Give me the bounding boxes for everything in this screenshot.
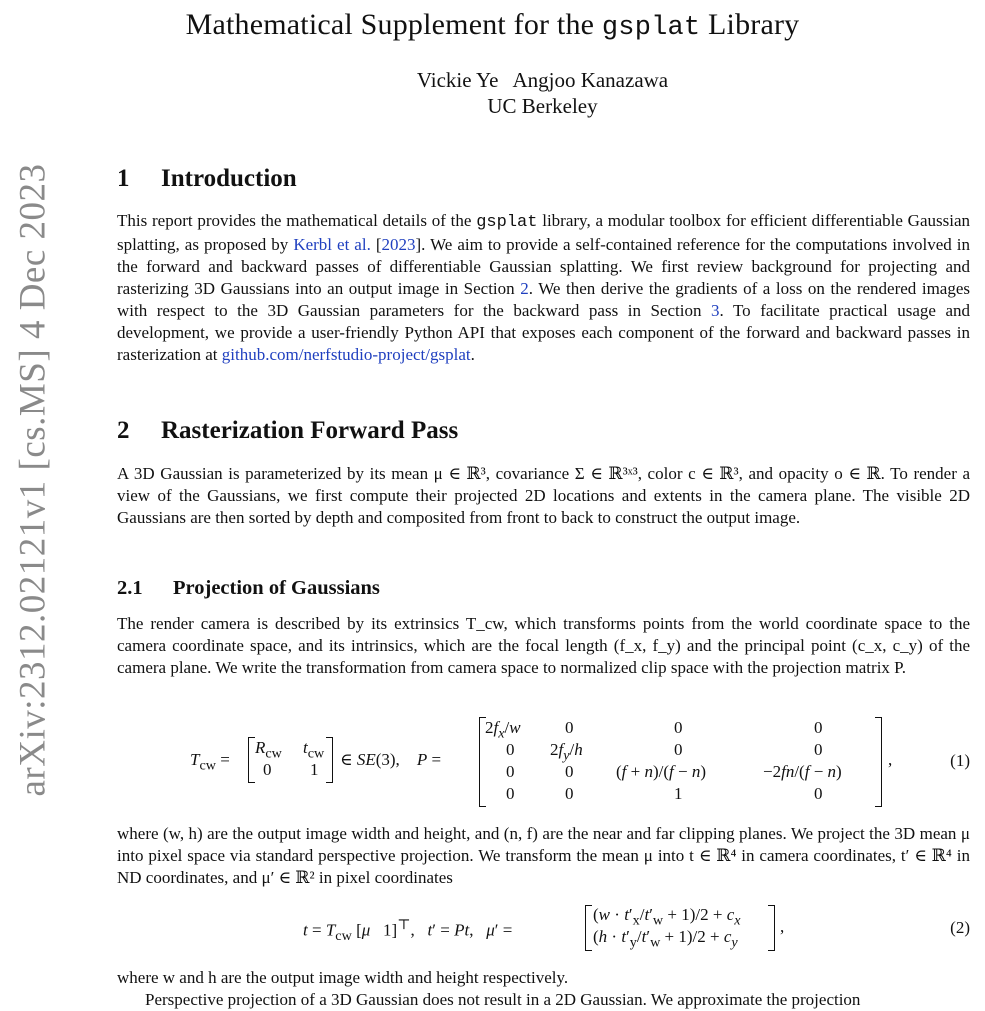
matrix-cell: −2fn/(f − n) bbox=[763, 762, 842, 781]
matrix-cell: (f + n)/(f − n) bbox=[616, 762, 707, 781]
eq2-lhs: $t = T_{cw}$ [μ 1]⊤, t′ = Pt, μ′ = bbox=[303, 917, 513, 945]
projection-paragraph-1: The render camera is described by its extrinsics T_cw, which transforms points from the world coordinate space to the camera coordinate space, and its intrinsics, which are the focal length (f_x, f_y) and the principal point (c_x, c_y) of the camera plane. We write the transformation from camera space to normalized clip space with the projection matrix P. bbox=[117, 614, 970, 677]
section-ref-link[interactable]: 3 bbox=[711, 301, 720, 320]
eq1-bracket-right bbox=[326, 737, 333, 783]
eq2-bracket-left bbox=[585, 905, 592, 951]
section-title: Introduction bbox=[161, 165, 297, 192]
matrix-cell: 0 bbox=[565, 784, 574, 803]
text-run: . We then derive the gradients of a loss on the rendered images with respect to the 3D Gaussian parameters for the backward pass in Section bbox=[117, 279, 970, 320]
matrix-cell: 0 bbox=[814, 740, 823, 759]
matrix-cell: 0 bbox=[565, 762, 574, 781]
author-list bbox=[0, 68, 985, 93]
matrix-cell: $2f_x/w$ bbox=[485, 718, 521, 742]
matrix-cell: 1 bbox=[310, 760, 319, 779]
intro-paragraph: This report provides the mathematical details of the gsplat library, a modular toolbox for efficient differentiable Gaussian splatting, as proposed by Kerbl et al. [2023]. We aim to provide a self-contained reference for the computations involved in the forward and backward passes of differentiable Gaussian splatting. We first review background for projecting and rasterizing 3D Gaussians into an output image in Section 2. We then derive the gradients of a loss on the rendered images with respect to the 3D Gaussian parameters for the backward pass in Section 3. To facilitate practical usage and development, we provide a user-friendly Python API that exposes each component of the forward and backward passes in rasterization at github.com/nerfstudio-project/gsplat. bbox=[117, 211, 970, 364]
author-name: Angjoo Kanazawa bbox=[512, 68, 669, 92]
matrix-cell: 0 bbox=[506, 762, 515, 781]
arxiv-identifier-stamp: arXiv:2312.02121v1 [cs.MS] 4 Dec 2023 bbox=[12, 163, 54, 797]
equation-comma: , bbox=[888, 750, 893, 769]
projection-paragraph-4: Perspective projection of a 3D Gaussian does not result in a 2D Gaussian. We approximate the projection bbox=[145, 990, 861, 1009]
subsection-number: 2.1 bbox=[117, 577, 143, 599]
matrix-cell: $(h \cdot t'_y/t'_w + 1)/2 + c_y$ bbox=[593, 927, 738, 951]
equation-2 bbox=[117, 903, 970, 953]
citation-link[interactable]: Kerbl et al. bbox=[293, 235, 371, 254]
eq1-se3: ∈ SE(3), P = bbox=[340, 750, 442, 769]
matrix-cell: $t_{cw}$ bbox=[303, 738, 325, 762]
affiliation: UC Berkeley bbox=[487, 94, 598, 118]
text-run: . To facilitate practical usage and development, we provide a user-friendly Python API that exposes each component of the forward and backward passes in rasterization at bbox=[117, 301, 970, 364]
citation-year-link[interactable]: 2023 bbox=[381, 235, 416, 254]
inline-code: gsplat bbox=[476, 213, 538, 232]
matrix-cell: $R_{cw}$ bbox=[255, 738, 282, 762]
section-number: 2 bbox=[117, 417, 130, 444]
matrix-cell: 0 bbox=[674, 718, 683, 737]
subsection-title: Projection of Gaussians bbox=[173, 577, 380, 599]
text-run: This report provides the mathematical details of the bbox=[117, 211, 477, 230]
matrix-cell: 0 bbox=[506, 784, 515, 803]
section-title: Rasterization Forward Pass bbox=[161, 417, 459, 444]
section-heading-introduction bbox=[117, 165, 297, 193]
section-number: 1 bbox=[117, 165, 130, 192]
text-run: . bbox=[470, 345, 475, 364]
eq1-p-bracket-right bbox=[875, 717, 882, 807]
matrix-cell: 0 bbox=[814, 718, 823, 737]
text-run: . We aim to provide a self-contained reference for the computations involved in the forward and backward passes of differentiable Gaussian splatting. We first review background for projecting and rasterizing 3D Gaussians into an output image in Section bbox=[117, 235, 970, 298]
matrix-cell: 0 bbox=[263, 760, 272, 779]
subsection-heading-projection bbox=[117, 577, 380, 600]
eq2-bracket-right bbox=[768, 905, 775, 951]
equation-comma: , bbox=[780, 917, 785, 936]
projection-paragraph-3: where w and h are the output image width and height respectively. bbox=[117, 968, 569, 987]
eq1-lhs-tcw: $T_{cw}$ = bbox=[190, 750, 230, 774]
github-link[interactable]: github.com/nerfstudio-project/gsplat bbox=[221, 345, 471, 364]
text-run: library, a modular toolbox for efficient differentiable Gaussian splatting, as proposed by bbox=[117, 211, 970, 254]
title-suffix: Library bbox=[700, 8, 800, 41]
title-prefix: Mathematical Supplement for the bbox=[185, 8, 602, 41]
matrix-cell: 0 bbox=[565, 718, 574, 737]
matrix-cell: 0 bbox=[814, 784, 823, 803]
section-heading-forward-pass bbox=[117, 417, 458, 445]
projection-paragraph-2: where (w, h) are the output image width and height, and (n, f) are the near and far clipping planes. We project the 3D mean μ into pixel space via standard perspective projection. We transform the mean μ into t ∈ ℝ⁴ in camera coordinates, t′ ∈ ℝ⁴ in ND coordinates, and μ′ ∈ ℝ² in pixel coordinates bbox=[117, 824, 970, 887]
matrix-cell: $(w \cdot t'_x/t'_w + 1)/2 + c_x$ bbox=[593, 905, 741, 929]
paper-title bbox=[0, 8, 985, 43]
matrix-cell: 1 bbox=[674, 784, 683, 803]
equation-1 bbox=[117, 715, 970, 810]
matrix-cell: $2f_y/h$ bbox=[550, 740, 583, 764]
matrix-cell: 0 bbox=[674, 740, 683, 759]
forward-paragraph: A 3D Gaussian is parameterized by its mean μ ∈ ℝ³, covariance Σ ∈ ℝ³ˣ³, color c ∈ ℝ³, and opacity o ∈ ℝ. To render a view of the Gaussians, we first compute their projected 2D locations and extents in the camera plane. The visible 2D Gaussians are then sorted by depth and composited from front to back to construct the output image. bbox=[117, 464, 970, 527]
author-name: Vickie Ye bbox=[416, 68, 499, 92]
equation-number: (2) bbox=[950, 918, 970, 937]
equation-number: (1) bbox=[950, 751, 970, 770]
matrix-cell: 0 bbox=[506, 740, 515, 759]
title-code: gsplat bbox=[601, 13, 701, 43]
section-ref-link[interactable]: 2 bbox=[520, 279, 529, 298]
eq1-bracket-left bbox=[248, 737, 255, 783]
